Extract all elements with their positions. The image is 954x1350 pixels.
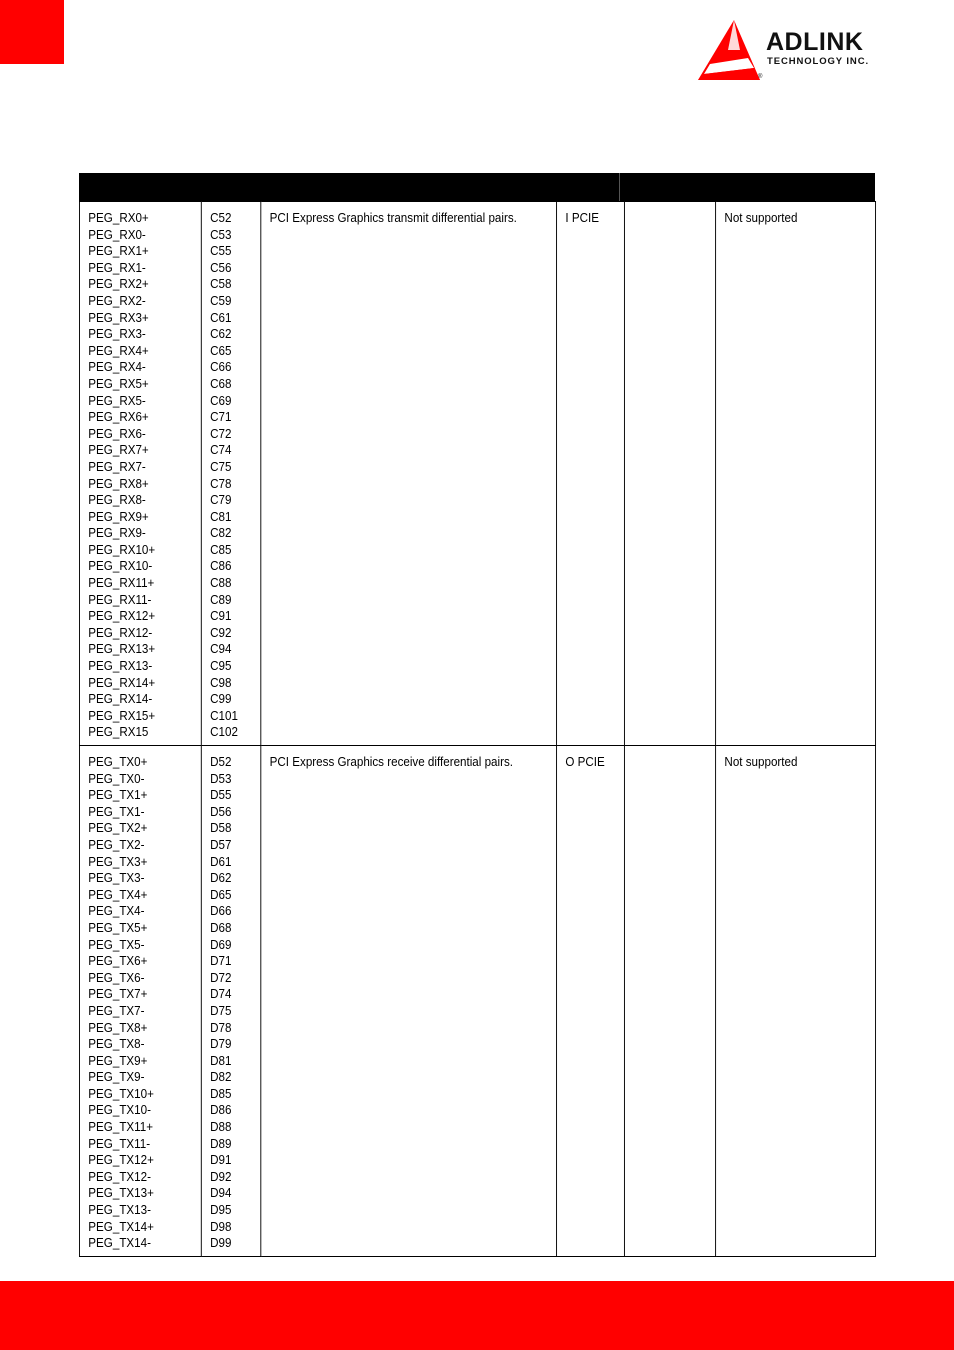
adlink-triangle-icon	[696, 18, 762, 84]
table-row	[79, 202, 875, 746]
signal-name-cell-entry: PEG_RX1-	[88, 260, 146, 275]
power-cell	[624, 746, 715, 1257]
signal-name-cell-entry: PEG_TX12-	[88, 1169, 151, 1184]
pin-number-cell-entry: C56	[210, 260, 232, 275]
pin-number-cell-entry: D68	[210, 920, 232, 935]
pin-number-cell-entry: C58	[210, 277, 232, 292]
table-body	[79, 202, 875, 1257]
signal-name-cell-entry: PEG_TX2-	[88, 837, 145, 852]
signal-name-cell	[79, 202, 201, 746]
signal-name-cell-entry: PEG_TX10+	[88, 1086, 154, 1101]
signal-name-cell-entry: PEG_TX3+	[88, 854, 148, 869]
table-header-bar	[79, 173, 875, 201]
pin-number-cell-entry: D82	[210, 1070, 232, 1085]
signal-name-cell-entry: PEG_TX3-	[88, 871, 145, 886]
signal-name-cell-entry: PEG_TX8-	[88, 1037, 145, 1052]
signal-name-cell-entry: PEG_RX0-	[88, 227, 146, 242]
logo-registered-mark: ®	[758, 74, 763, 80]
pin-number-cell-entry: C101	[210, 708, 238, 723]
io-type-cell-text: I PCIE	[565, 211, 599, 225]
signal-name-cell-entry: PEG_TX12+	[88, 1153, 154, 1168]
support-cell	[716, 202, 876, 746]
pin-number-cell-entry: C81	[210, 509, 232, 524]
signal-name-cell-entry: PEG_RX9+	[88, 509, 149, 524]
support-cell-text: Not supported	[724, 755, 798, 769]
signal-name-cell-entry: PEG_RX15	[88, 725, 149, 740]
signal-name-cell-entry: PEG_TX9+	[88, 1053, 148, 1068]
pin-number-cell-entry: C92	[210, 625, 232, 640]
signal-name-cell-entry: PEG_RX3-	[88, 327, 146, 342]
pin-number-cell-entry: D85	[210, 1086, 232, 1101]
signal-name-cell-entry: PEG_RX13-	[88, 659, 153, 674]
signal-name-cell-entry: PEG_RX13+	[88, 642, 156, 657]
pin-number-cell-entry: D66	[210, 904, 232, 919]
signal-name-cell-entry: PEG_TX13+	[88, 1186, 154, 1201]
signal-name-cell-entry: PEG_RX6+	[88, 410, 149, 425]
signal-name-cell-entry: PEG_RX11-	[88, 592, 152, 607]
pin-number-cell-entry: C66	[210, 360, 232, 375]
red-corner-block	[0, 0, 64, 64]
pin-number-cell-entry: C65	[210, 343, 232, 358]
signal-name-cell-entry: PEG_TX6-	[88, 970, 145, 985]
signal-name-cell-entry: PEG_RX4-	[88, 360, 146, 375]
pin-number-cell-entry: C94	[210, 642, 232, 657]
signal-name-cell-entry: PEG_TX11-	[88, 1136, 151, 1151]
signal-name-cell-entry: PEG_RX8+	[88, 476, 149, 491]
signal-name-cell-entry: PEG_TX7+	[88, 987, 148, 1002]
pin-number-cell-entry: C74	[210, 443, 232, 458]
signal-name-cell-entry: PEG_RX7+	[88, 443, 149, 458]
pin-number-cell-entry: C99	[210, 692, 232, 707]
pin-number-cell-entry: D79	[210, 1037, 232, 1052]
header-divider	[619, 173, 620, 201]
logo-wordmark: ADLINK	[766, 28, 864, 56]
signal-name-cell-entry: PEG_RX8-	[88, 493, 146, 508]
pin-number-cell-entry: D53	[210, 771, 232, 786]
description-cell-text: PCI Express Graphics transmit differential pairs.	[269, 211, 517, 225]
signal-name-cell-entry: PEG_RX5+	[88, 376, 149, 391]
signal-name-cell-entry: PEG_RX4+	[88, 343, 149, 358]
signal-name-cell-entry: PEG_TX13-	[88, 1203, 151, 1218]
pin-number-cell-entry: C52	[210, 211, 232, 225]
pin-number-cell-entry: C55	[210, 244, 232, 259]
pin-definition-table	[79, 201, 876, 1257]
signal-name-cell-entry: PEG_RX14-	[88, 692, 153, 707]
signal-name-cell	[79, 746, 201, 1257]
pin-number-cell-entry: D94	[210, 1186, 232, 1201]
pin-number-cell	[201, 202, 261, 746]
signal-name-cell-entry: PEG_TX4+	[88, 887, 148, 902]
signal-name-cell-entry: PEG_TX2+	[88, 821, 148, 836]
pin-number-cell-entry: C89	[210, 592, 232, 607]
power-cell	[624, 202, 715, 746]
pin-number-cell-entry: D65	[210, 887, 232, 902]
pin-number-cell	[201, 746, 261, 1257]
pin-number-cell-entry: C82	[210, 526, 232, 541]
signal-name-cell-entry: PEG_TX4-	[88, 904, 145, 919]
adlink-logo	[696, 18, 908, 84]
signal-name-cell-entry: PEG_TX5-	[88, 937, 145, 952]
pin-number-cell-entry: D57	[210, 837, 232, 852]
support-cell	[716, 746, 876, 1257]
pin-number-cell-entry: D71	[210, 954, 232, 969]
table-row	[79, 746, 875, 1257]
pin-number-cell-entry: C75	[210, 459, 232, 474]
signal-name-cell-entry: PEG_RX6-	[88, 426, 146, 441]
signal-name-cell-entry: PEG_RX3+	[88, 310, 149, 325]
signal-name-cell-entry: PEG_RX0+	[88, 211, 149, 225]
signal-name-cell-entry: PEG_TX7-	[88, 1003, 145, 1018]
pin-number-cell-entry: C71	[210, 410, 232, 425]
pin-number-cell-entry: C68	[210, 376, 232, 391]
pin-number-cell-entry: D69	[210, 937, 232, 952]
pin-number-cell-entry: D91	[210, 1153, 232, 1168]
signal-name-cell-entry: PEG_TX14-	[88, 1236, 151, 1251]
pin-number-cell-entry: C61	[210, 310, 232, 325]
signal-name-cell-entry: PEG_RX12+	[88, 609, 156, 624]
pin-number-cell-entry: C79	[210, 493, 232, 508]
pin-number-cell-entry: C53	[210, 227, 232, 242]
pin-number-cell-entry: D58	[210, 821, 232, 836]
signal-name-cell-entry: PEG_TX6+	[88, 954, 148, 969]
signal-name-cell-entry: PEG_RX12-	[88, 625, 153, 640]
signal-name-cell-entry: PEG_TX1+	[88, 788, 148, 803]
pin-number-cell-entry: C88	[210, 576, 232, 591]
pin-number-cell-entry: D86	[210, 1103, 232, 1118]
signal-name-cell-entry: PEG_TX0+	[88, 755, 148, 769]
signal-name-cell-entry: PEG_TX8+	[88, 1020, 148, 1035]
signal-name-cell-entry: PEG_RX5-	[88, 393, 146, 408]
signal-name-cell-entry: PEG_RX10+	[88, 542, 156, 557]
pin-number-cell-entry: C95	[210, 659, 232, 674]
io-type-cell	[557, 746, 625, 1257]
support-cell-text: Not supported	[724, 211, 798, 225]
signal-name-cell-entry: PEG_RX7-	[88, 459, 146, 474]
logo-tagline: TECHNOLOGY INC.	[767, 56, 869, 67]
io-type-cell	[557, 202, 625, 746]
signal-name-cell-entry: PEG_RX1+	[88, 244, 149, 259]
signal-name-cell-entry: PEG_TX10-	[88, 1103, 151, 1118]
pin-number-cell-entry: D62	[210, 871, 232, 886]
signal-name-cell-entry: PEG_TX14+	[88, 1219, 154, 1234]
pin-number-cell-entry: C69	[210, 393, 232, 408]
signal-name-cell-entry: PEG_TX9-	[88, 1070, 145, 1085]
pin-number-cell-entry: D78	[210, 1020, 232, 1035]
pin-number-cell-entry: C85	[210, 542, 232, 557]
pin-number-cell-entry: D89	[210, 1136, 232, 1151]
pin-number-cell-entry: C86	[210, 559, 232, 574]
pin-number-cell-entry: C98	[210, 675, 232, 690]
signal-name-cell-entry: PEG_RX15+	[88, 708, 156, 723]
description-cell-text: PCI Express Graphics receive differential pairs.	[269, 755, 514, 769]
pin-number-cell-entry: D56	[210, 804, 232, 819]
signal-name-cell-entry: PEG_RX10-	[88, 559, 153, 574]
description-cell	[261, 202, 557, 746]
signal-name-cell-entry: PEG_RX14+	[88, 675, 156, 690]
pin-number-cell-entry: D95	[210, 1203, 232, 1218]
pin-number-cell-entry: D55	[210, 788, 232, 803]
pin-number-cell-entry: D81	[210, 1053, 232, 1068]
pin-number-cell-entry: D98	[210, 1219, 232, 1234]
pin-number-cell-entry: C102	[210, 725, 238, 740]
pin-number-cell-entry: C62	[210, 327, 232, 342]
pin-number-cell-entry: D74	[210, 987, 232, 1002]
footer-bar	[0, 1281, 954, 1350]
pin-number-cell-entry: D72	[210, 970, 232, 985]
pin-number-cell-entry: D52	[210, 755, 232, 769]
signal-name-cell-entry: PEG_TX0-	[88, 771, 145, 786]
pin-number-cell-entry: C72	[210, 426, 232, 441]
signal-name-cell-entry: PEG_RX2-	[88, 293, 146, 308]
signal-name-cell-entry: PEG_RX9-	[88, 526, 146, 541]
signal-name-cell-entry: PEG_TX11+	[88, 1120, 154, 1135]
pin-number-cell-entry: D75	[210, 1003, 232, 1018]
signal-name-cell-entry: PEG_RX2+	[88, 277, 149, 292]
io-type-cell-text: O PCIE	[565, 755, 605, 769]
pin-number-cell-entry: C59	[210, 293, 232, 308]
pin-number-cell-entry: D61	[210, 854, 232, 869]
signal-name-cell-entry: PEG_TX1-	[88, 804, 145, 819]
pin-number-cell-entry: D99	[210, 1236, 232, 1251]
pin-number-cell-entry: C91	[210, 609, 232, 624]
signal-name-cell-entry: PEG_TX5+	[88, 920, 148, 935]
signal-name-cell-entry: PEG_RX11+	[88, 576, 155, 591]
pin-number-cell-entry: D92	[210, 1169, 232, 1184]
pin-number-cell-entry: C78	[210, 476, 232, 491]
pin-number-cell-entry: D88	[210, 1120, 232, 1135]
description-cell	[261, 746, 557, 1257]
